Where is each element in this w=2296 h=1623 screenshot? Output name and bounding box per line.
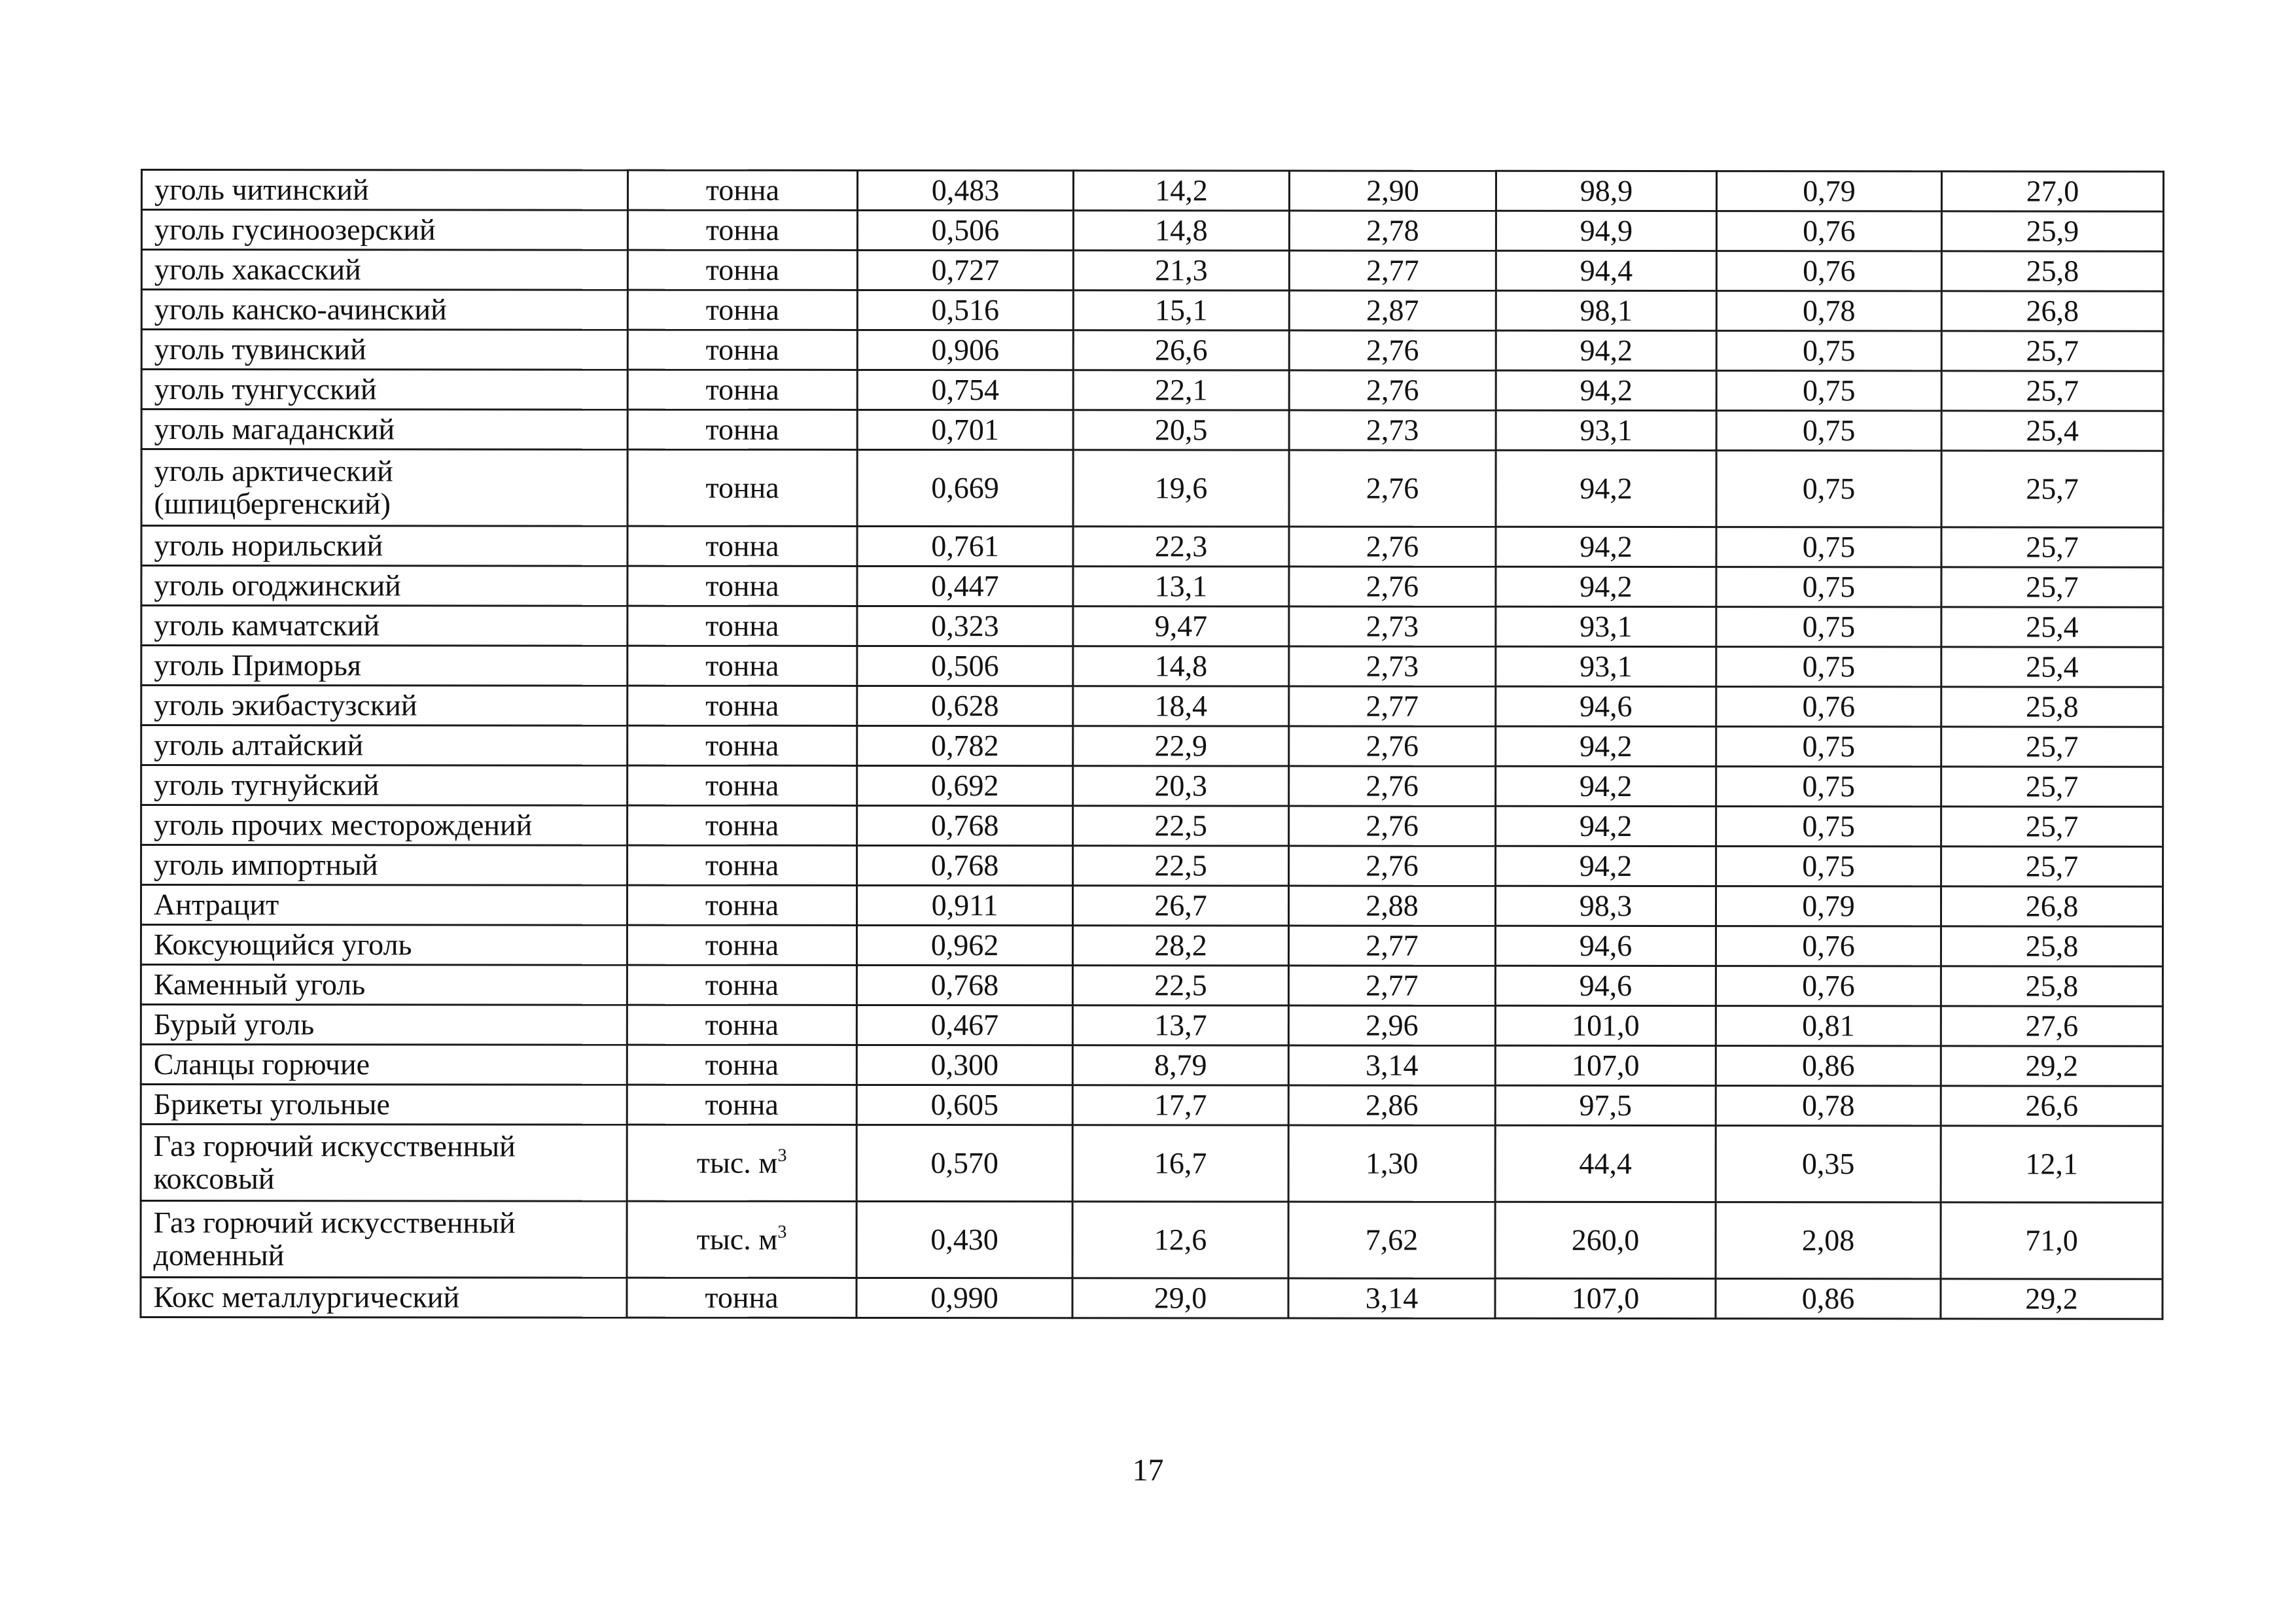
value-cell: 0,768 xyxy=(857,805,1073,845)
value-cell: 25,4 xyxy=(1941,411,2163,451)
value-cell: 0,761 xyxy=(857,526,1073,566)
fuel-name-cell: уголь огоджинский xyxy=(141,566,627,606)
value-cell: 94,2 xyxy=(1496,450,1716,527)
table-row xyxy=(141,1201,2163,1280)
value-cell: 20,5 xyxy=(1073,410,1289,450)
value-cell: 0,506 xyxy=(857,210,1073,250)
unit-cell xyxy=(627,845,857,885)
value-cell: 2,76 xyxy=(1289,330,1496,370)
value-cell: 25,9 xyxy=(1941,211,2163,251)
value-cell: 0,782 xyxy=(857,725,1073,765)
value-cell: 26,8 xyxy=(1941,886,2163,926)
value-cell: 26,6 xyxy=(1073,330,1289,370)
table-row xyxy=(141,1125,2163,1203)
unit-cell xyxy=(627,925,857,965)
value-cell: 25,8 xyxy=(1941,687,2163,727)
unit-text: тонна xyxy=(705,253,779,287)
unit-text: тонна xyxy=(705,848,779,882)
value-cell: 25,7 xyxy=(1941,807,2163,846)
unit-text: тыс. м xyxy=(696,1222,778,1256)
value-cell: 0,35 xyxy=(1716,1126,1941,1202)
unit-cell xyxy=(627,290,857,330)
value-cell: 0,76 xyxy=(1716,966,1941,1006)
value-cell: 2,88 xyxy=(1288,886,1495,926)
value-cell: 97,5 xyxy=(1495,1085,1716,1125)
value-cell: 0,75 xyxy=(1716,371,1941,411)
value-cell: 29,2 xyxy=(1941,1279,2163,1319)
value-cell: 94,2 xyxy=(1496,846,1716,886)
value-cell: 0,990 xyxy=(857,1278,1072,1318)
unit-text: тонна xyxy=(705,568,779,602)
unit-cell xyxy=(627,765,857,805)
value-cell: 2,96 xyxy=(1288,1005,1495,1045)
unit-text: тонна xyxy=(705,688,779,722)
value-cell: 2,76 xyxy=(1289,846,1496,886)
fuel-name-cell: уголь читинский xyxy=(141,170,627,211)
fuel-name-cell: Брикеты угольные xyxy=(141,1085,627,1125)
value-cell: 25,7 xyxy=(1941,567,2163,607)
value-cell: 94,2 xyxy=(1496,527,1716,567)
table-row xyxy=(141,965,2163,1007)
table-row xyxy=(141,250,2163,292)
fuel-name-cell: Газ горючий искусственный доменный xyxy=(141,1201,627,1278)
fuel-coefficients-table xyxy=(139,169,2164,1320)
table-row xyxy=(141,290,2163,332)
unit-cell xyxy=(627,170,857,210)
value-cell: 2,76 xyxy=(1289,567,1496,606)
unit-text: тонна xyxy=(705,1047,779,1081)
value-cell: 25,7 xyxy=(1941,451,2163,527)
value-cell: 98,9 xyxy=(1496,171,1716,211)
value-cell: 94,6 xyxy=(1495,926,1716,966)
unit-text: тонна xyxy=(705,728,779,762)
value-cell: 29,0 xyxy=(1072,1278,1288,1318)
value-cell: 0,86 xyxy=(1716,1279,1941,1319)
value-cell: 0,78 xyxy=(1716,1086,1941,1126)
unit-cell xyxy=(627,526,857,566)
value-cell: 0,911 xyxy=(857,885,1072,925)
value-cell: 0,768 xyxy=(857,965,1072,1005)
unit-text: тонна xyxy=(705,412,779,446)
value-cell: 0,76 xyxy=(1716,687,1941,727)
fuel-name-cell: уголь тувинский xyxy=(141,330,627,370)
fuel-name-cell: Антрацит xyxy=(141,885,627,926)
value-cell: 2,76 xyxy=(1289,806,1496,846)
unit-cell xyxy=(627,606,857,646)
table-row xyxy=(141,410,2163,451)
unit-text: тонна xyxy=(705,529,779,563)
table-row xyxy=(141,1005,2163,1047)
value-cell: 94,2 xyxy=(1496,370,1716,410)
fuel-name-cell: Коксующийся уголь xyxy=(141,925,627,966)
table-row xyxy=(141,845,2163,887)
value-cell: 260,0 xyxy=(1495,1202,1716,1278)
value-cell: 107,0 xyxy=(1495,1045,1716,1085)
value-cell: 0,669 xyxy=(857,449,1073,526)
unit-text: тонна xyxy=(705,470,779,504)
fuel-name-cell: уголь экибастузский xyxy=(141,686,627,726)
value-cell: 0,78 xyxy=(1716,291,1941,331)
unit-cell xyxy=(627,1085,857,1125)
value-cell: 27,0 xyxy=(1941,171,2163,211)
value-cell: 0,300 xyxy=(857,1045,1072,1085)
value-cell: 15,1 xyxy=(1073,290,1289,330)
table-row xyxy=(141,925,2163,967)
fuel-name-cell: уголь магаданский xyxy=(141,410,627,450)
value-cell: 19,6 xyxy=(1073,450,1289,527)
value-cell: 0,86 xyxy=(1716,1046,1941,1086)
unit-text: тонна xyxy=(705,928,779,962)
value-cell: 14,8 xyxy=(1073,646,1289,686)
unit-text: тонна xyxy=(705,332,779,366)
value-cell: 2,78 xyxy=(1289,211,1496,251)
fuel-name-cell: уголь тунгусский xyxy=(141,370,627,410)
value-cell: 2,77 xyxy=(1288,966,1495,1005)
value-cell: 0,75 xyxy=(1716,567,1941,607)
value-cell: 25,4 xyxy=(1941,647,2163,687)
table-row xyxy=(141,686,2163,727)
value-cell: 94,2 xyxy=(1496,330,1716,370)
value-cell: 2,77 xyxy=(1289,686,1496,726)
value-cell: 25,7 xyxy=(1941,767,2163,807)
fuel-name-cell: уголь хакасский xyxy=(141,250,627,290)
value-cell: 0,754 xyxy=(857,370,1073,410)
value-cell: 2,76 xyxy=(1289,370,1496,410)
value-cell: 26,6 xyxy=(1941,1086,2163,1126)
table-row xyxy=(141,765,2163,807)
value-cell: 0,75 xyxy=(1716,607,1941,647)
unit-text: тонна xyxy=(705,292,779,326)
value-cell: 22,5 xyxy=(1072,966,1288,1005)
value-cell: 2,08 xyxy=(1716,1202,1941,1279)
fuel-name-cell: уголь Приморья xyxy=(141,646,627,686)
value-cell: 2,73 xyxy=(1289,606,1496,646)
value-cell: 13,1 xyxy=(1073,567,1289,606)
unit-cell xyxy=(627,410,857,449)
value-cell: 93,1 xyxy=(1496,606,1716,646)
value-cell: 94,9 xyxy=(1496,211,1716,251)
fuel-name-cell: уголь гусиноозерский xyxy=(141,210,627,251)
value-cell: 0,516 xyxy=(857,290,1073,330)
fuel-name-cell: Сланцы горючие xyxy=(141,1045,627,1085)
value-cell: 2,87 xyxy=(1289,290,1496,330)
value-cell: 0,506 xyxy=(857,646,1073,686)
value-cell: 94,2 xyxy=(1496,567,1716,606)
value-cell: 25,7 xyxy=(1941,846,2163,886)
value-cell: 3,14 xyxy=(1288,1278,1495,1318)
unit-cell xyxy=(627,885,857,925)
unit-cell xyxy=(627,210,857,250)
value-cell: 3,14 xyxy=(1288,1045,1495,1085)
fuel-name-cell: Бурый уголь xyxy=(141,1005,627,1045)
table-row xyxy=(141,606,2163,648)
table-body xyxy=(141,170,2164,1319)
value-cell: 0,76 xyxy=(1716,926,1941,966)
unit-cell xyxy=(627,370,857,410)
fuel-name-cell: уголь камчатский xyxy=(141,606,627,646)
unit-text: тонна xyxy=(705,173,780,207)
value-cell: 27,6 xyxy=(1941,1006,2163,1046)
table-row xyxy=(141,330,2163,372)
fuel-name-cell: уголь арктический (шпицбергенский) xyxy=(141,449,627,527)
fuel-name-cell: уголь импортный xyxy=(141,845,627,886)
unit-cell xyxy=(627,725,857,765)
value-cell: 0,75 xyxy=(1716,411,1941,451)
value-cell: 0,483 xyxy=(857,170,1073,210)
unit-cell xyxy=(627,1201,857,1278)
value-cell: 25,7 xyxy=(1941,527,2163,567)
value-cell: 14,8 xyxy=(1073,211,1289,251)
unit-text: тонна xyxy=(705,648,779,682)
fuel-name-cell: уголь канско-ачинский xyxy=(141,290,627,330)
value-cell: 107,0 xyxy=(1495,1278,1716,1318)
unit-cell xyxy=(627,330,857,370)
value-cell: 2,86 xyxy=(1288,1085,1495,1125)
value-cell: 0,76 xyxy=(1716,211,1941,251)
value-cell: 22,3 xyxy=(1073,527,1289,567)
value-cell: 7,62 xyxy=(1288,1202,1495,1278)
table-row xyxy=(141,210,2163,252)
unit-cell xyxy=(627,686,857,725)
value-cell: 93,1 xyxy=(1496,646,1716,686)
unit-text: тонна xyxy=(705,1280,779,1314)
value-cell: 25,7 xyxy=(1941,727,2163,767)
value-cell: 0,962 xyxy=(857,925,1072,965)
value-cell: 25,8 xyxy=(1941,926,2163,966)
value-cell: 22,1 xyxy=(1073,370,1289,410)
table-row xyxy=(141,526,2163,568)
unit-cell xyxy=(627,1045,857,1085)
fuel-name-cell: уголь норильский xyxy=(141,526,627,567)
value-cell: 94,6 xyxy=(1495,966,1716,1005)
value-cell: 28,2 xyxy=(1072,926,1288,966)
unit-text: тонна xyxy=(705,968,779,1002)
value-cell: 1,30 xyxy=(1288,1125,1495,1202)
value-cell: 94,6 xyxy=(1496,686,1716,726)
unit-cell xyxy=(627,566,857,606)
value-cell: 0,430 xyxy=(857,1201,1072,1278)
value-cell: 0,76 xyxy=(1716,251,1941,291)
table-row xyxy=(141,805,2163,847)
value-cell: 14,2 xyxy=(1073,171,1289,211)
unit-text: тонна xyxy=(705,1087,779,1121)
value-cell: 0,570 xyxy=(857,1125,1072,1201)
value-cell: 25,8 xyxy=(1941,966,2163,1006)
fuel-name-cell: уголь тугнуйский xyxy=(141,765,627,806)
value-cell: 0,75 xyxy=(1716,527,1941,567)
unit-text: тонна xyxy=(705,888,779,922)
value-cell: 2,73 xyxy=(1289,646,1496,686)
value-cell: 94,4 xyxy=(1496,251,1716,290)
value-cell: 12,6 xyxy=(1072,1202,1288,1278)
value-cell: 0,75 xyxy=(1716,767,1941,807)
table-row xyxy=(141,646,2163,688)
value-cell: 0,768 xyxy=(857,845,1073,885)
value-cell: 2,77 xyxy=(1289,251,1496,290)
value-cell: 0,692 xyxy=(857,765,1073,805)
value-cell: 2,77 xyxy=(1288,926,1495,966)
value-cell: 25,7 xyxy=(1941,331,2163,371)
value-cell: 94,2 xyxy=(1496,806,1716,846)
value-cell: 0,75 xyxy=(1716,727,1941,767)
value-cell: 18,4 xyxy=(1073,686,1289,726)
value-cell: 26,8 xyxy=(1941,291,2163,331)
value-cell: 16,7 xyxy=(1072,1125,1288,1202)
value-cell: 101,0 xyxy=(1495,1005,1716,1045)
value-cell: 71,0 xyxy=(1941,1202,2163,1279)
value-cell: 13,7 xyxy=(1072,1005,1288,1045)
value-cell: 21,3 xyxy=(1073,251,1289,290)
value-cell: 44,4 xyxy=(1495,1125,1716,1202)
value-cell: 0,727 xyxy=(857,250,1073,290)
fuel-name-cell: уголь прочих месторождений xyxy=(141,805,627,846)
value-cell: 12,1 xyxy=(1941,1126,2163,1202)
value-cell: 26,7 xyxy=(1072,886,1288,926)
value-cell: 98,3 xyxy=(1495,886,1716,926)
table-row xyxy=(141,725,2163,767)
unit-cell xyxy=(627,449,857,526)
value-cell: 25,8 xyxy=(1941,251,2163,291)
value-cell: 17,7 xyxy=(1072,1085,1288,1125)
unit-text: тонна xyxy=(705,372,779,406)
table-row xyxy=(141,1278,2163,1319)
fuel-name-cell: Газ горючий искусственный коксовый xyxy=(141,1125,627,1202)
table-row xyxy=(141,566,2163,608)
unit-cell xyxy=(627,646,857,686)
unit-cell xyxy=(627,1005,857,1045)
table-row xyxy=(141,1085,2163,1126)
fuel-name-cell: уголь алтайский xyxy=(141,725,627,766)
value-cell: 20,3 xyxy=(1073,766,1289,806)
unit-superscript: 3 xyxy=(777,1221,787,1242)
fuel-name-cell: Кокс металлургический xyxy=(141,1278,627,1318)
table-row xyxy=(141,885,2163,927)
unit-superscript: 3 xyxy=(777,1145,787,1166)
value-cell: 2,76 xyxy=(1289,726,1496,766)
value-cell: 0,79 xyxy=(1716,171,1941,211)
value-cell: 22,9 xyxy=(1073,726,1289,766)
fuel-name-cell: Каменный уголь xyxy=(141,965,627,1005)
value-cell: 0,75 xyxy=(1716,807,1941,846)
value-cell: 2,76 xyxy=(1289,766,1496,806)
value-cell: 0,323 xyxy=(857,606,1073,646)
value-cell: 8,79 xyxy=(1072,1045,1288,1085)
unit-cell xyxy=(627,1125,857,1201)
value-cell: 98,1 xyxy=(1496,290,1716,330)
value-cell: 0,81 xyxy=(1716,1006,1941,1046)
table-row xyxy=(141,1045,2163,1087)
value-cell: 2,76 xyxy=(1289,450,1496,527)
value-cell: 2,90 xyxy=(1289,171,1496,211)
value-cell: 29,2 xyxy=(1941,1046,2163,1086)
unit-text: тонна xyxy=(705,808,779,842)
unit-text: тонна xyxy=(705,213,780,247)
table-row xyxy=(141,449,2163,528)
value-cell: 0,75 xyxy=(1716,331,1941,371)
value-cell: 0,79 xyxy=(1716,886,1941,926)
value-cell: 94,2 xyxy=(1496,726,1716,766)
value-cell: 94,2 xyxy=(1496,766,1716,806)
value-cell: 25,7 xyxy=(1941,371,2163,411)
value-cell: 25,4 xyxy=(1941,607,2163,647)
unit-cell xyxy=(627,1278,857,1318)
value-cell: 22,5 xyxy=(1073,846,1289,886)
unit-text: тонна xyxy=(705,768,779,802)
value-cell: 0,447 xyxy=(857,566,1073,606)
value-cell: 0,906 xyxy=(857,330,1073,370)
page-number: 17 xyxy=(1132,1453,1164,1488)
value-cell: 0,605 xyxy=(857,1085,1072,1125)
table-row xyxy=(141,370,2163,411)
value-cell: 9,47 xyxy=(1073,606,1289,646)
value-cell: 0,75 xyxy=(1716,647,1941,687)
value-cell: 93,1 xyxy=(1496,410,1716,450)
value-cell: 0,75 xyxy=(1716,846,1941,886)
value-cell: 2,73 xyxy=(1289,410,1496,450)
value-cell: 0,75 xyxy=(1716,451,1941,527)
value-cell: 22,5 xyxy=(1073,806,1289,846)
unit-text: тонна xyxy=(705,608,779,642)
unit-cell xyxy=(627,250,857,290)
unit-cell xyxy=(627,805,857,845)
table-row xyxy=(141,170,2163,212)
unit-cell xyxy=(627,965,857,1005)
value-cell: 0,467 xyxy=(857,1005,1072,1045)
value-cell: 0,628 xyxy=(857,686,1073,725)
value-cell: 2,76 xyxy=(1289,527,1496,567)
value-cell: 0,701 xyxy=(857,410,1073,449)
unit-text: тыс. м xyxy=(696,1145,778,1179)
unit-text: тонна xyxy=(705,1007,779,1041)
